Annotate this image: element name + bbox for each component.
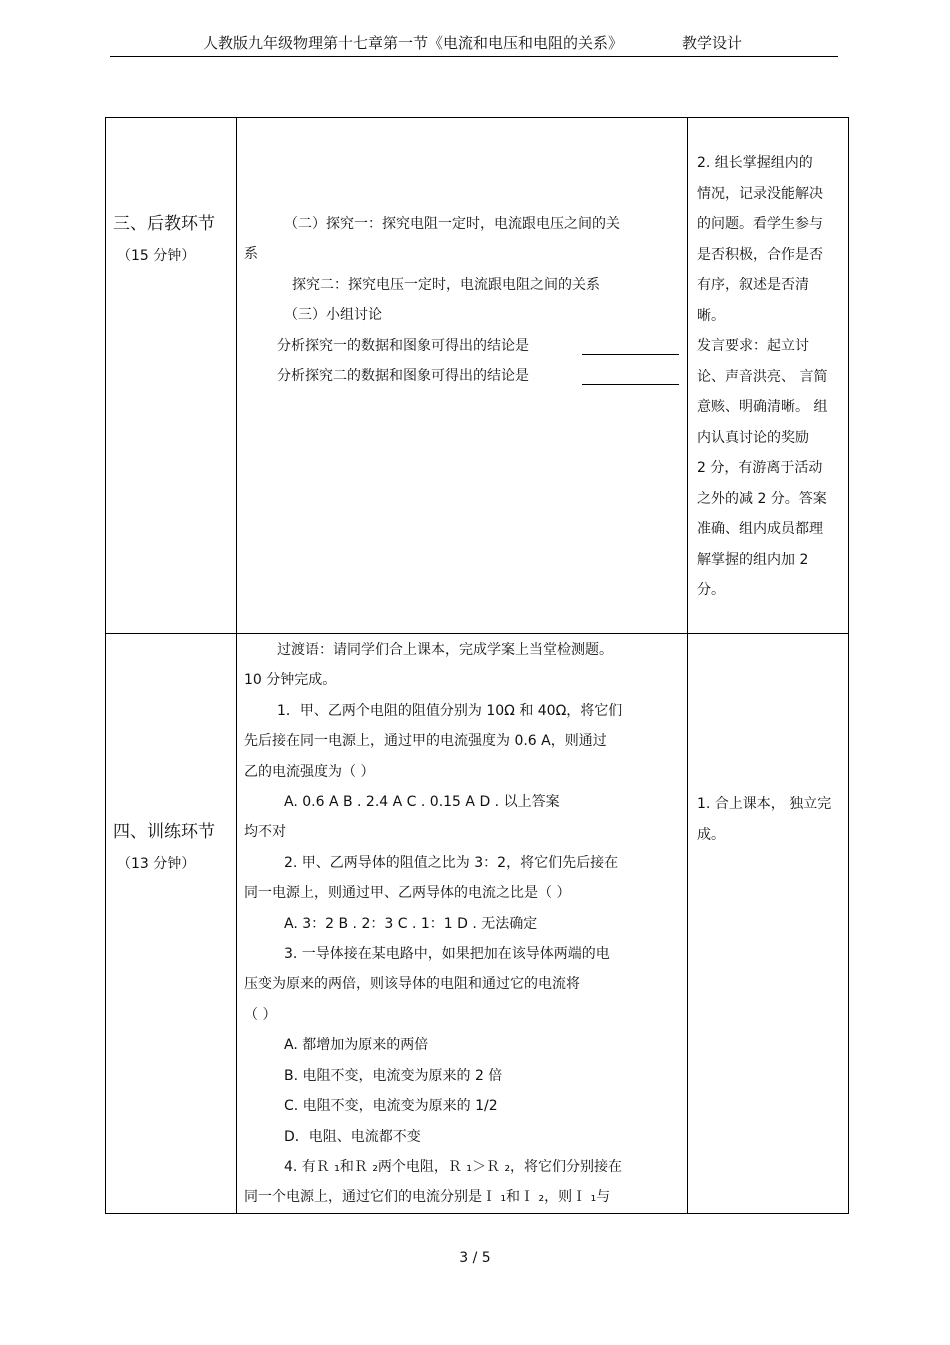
stage-time: （13 分钟） xyxy=(117,856,196,872)
header-doc-type: 教学设计 xyxy=(682,34,743,52)
text-line: 探究二：探究电压一定时，电流跟电阻之间的关系 xyxy=(292,276,600,293)
option-d: D．电阻、电流都不变 xyxy=(284,1128,421,1145)
note-line: 2. 组长掌握组内的 xyxy=(697,155,813,171)
text-line: 过渡语：请同学们合上课本，完成学案上当堂检测题。 xyxy=(277,642,613,658)
note-line: 之外的减 2 分。答案 xyxy=(697,490,827,507)
stage-cell xyxy=(106,118,237,634)
activity-cell xyxy=(237,118,688,634)
page-header xyxy=(110,32,838,57)
question-line: 同一个电源上，通过它们的电流分别是Ｉ ₁和Ｉ ₂，则Ｉ ₁与 xyxy=(244,1189,611,1206)
table-row xyxy=(106,634,849,1214)
answer-blank[interactable] xyxy=(582,338,679,355)
question-line: 2. 甲、乙两导体的阻值之比为 3：2，将它们先后接在 xyxy=(284,854,619,871)
header-title: 人教版九年级物理第十七章第一节《电流和电压和电阻的关系》 xyxy=(203,34,624,52)
note-line: 准确、组内成员都理 xyxy=(697,521,823,537)
question-line: （ ） xyxy=(244,1006,277,1023)
options-line: 均不对 xyxy=(244,824,286,841)
question-line: 乙的电流强度为（ ） xyxy=(244,763,375,780)
notes-cell xyxy=(688,634,849,1214)
question-line: 同一电源上，则通过甲、乙两导体的电流之比是（ ） xyxy=(244,885,571,902)
note-line: 是否积极，合作是否 xyxy=(697,246,823,263)
note-line: 2 分，有游离于活动 xyxy=(697,460,823,476)
question-line: 压变为原来的两倍，则该导体的电阻和通过它的电流将 xyxy=(244,976,580,993)
question-line: 先后接在同一电源上，通过甲的电流强度为 0.6 A，则通过 xyxy=(244,733,607,750)
note-line: 论、声音洪亮、 言简 xyxy=(697,368,828,385)
note-line: 情况，记录没能解决 xyxy=(697,185,823,202)
fill-in-line xyxy=(244,361,679,391)
note-line: 1. 合上课本， 独立完 xyxy=(697,796,832,812)
lesson-table xyxy=(105,117,849,1214)
table-row xyxy=(106,118,849,634)
option-b: B. 电阻不变，电流变为原来的 2 倍 xyxy=(284,1067,503,1084)
option-a: A. 都增加为原来的两倍 xyxy=(284,1037,429,1054)
options-line: A. 0.6 A B . 2.4 A C . 0.15 A D . 以上答案 xyxy=(284,794,560,811)
note-line: 有序，叙述是否清 xyxy=(697,277,809,293)
stage-title: 三、后教环节 xyxy=(113,214,215,234)
text-line: 分析探究二的数据和图象可得出的结论是 xyxy=(277,368,529,385)
question-line: 3. 一导体接在某电路中，如果把加在该导体两端的电 xyxy=(284,946,610,963)
stage-time: （15 分钟） xyxy=(117,248,196,264)
note-line: 发言要求：起立讨 xyxy=(697,338,809,354)
note-line: 内认真讨论的奖励 xyxy=(697,429,809,446)
question-line: 1．甲、乙两个电阻的阻值分别为 10Ω 和 40Ω，将它们 xyxy=(277,702,623,719)
note-line: 成。 xyxy=(697,826,725,843)
text-line: （二）探究一：探究电阻一定时，电流跟电压之间的关 xyxy=(284,216,620,232)
page-number: 3 / 5 xyxy=(459,1250,491,1266)
question-line: 4. 有Ｒ ₁和Ｒ ₂两个电阻，Ｒ ₁＞Ｒ ₂，将它们分别接在 xyxy=(284,1158,623,1175)
stage-cell xyxy=(106,634,237,1214)
note-line: 分。 xyxy=(697,582,725,598)
text-line: 分析探究一的数据和图象可得出的结论是 xyxy=(277,337,529,354)
note-line: 意赅、明确清晰。 组 xyxy=(697,399,828,415)
activity-cell xyxy=(237,634,688,1214)
notes-cell xyxy=(688,118,849,634)
note-line: 解掌握的组内加 2 xyxy=(697,551,809,568)
note-line: 晰。 xyxy=(697,307,725,324)
note-line: 的问题。看学生参与 xyxy=(697,216,823,232)
options-line: A. 3：2 B . 2：3 C . 1：1 D . 无法确定 xyxy=(284,915,538,932)
stage-title: 四、训练环节 xyxy=(113,822,215,842)
text-line: 系 xyxy=(244,246,258,263)
fill-in-line xyxy=(244,331,679,361)
text-line: 10 分钟完成。 xyxy=(244,672,337,689)
answer-blank[interactable] xyxy=(582,368,679,385)
option-c: C. 电阻不变，电流变为原来的 1/2 xyxy=(284,1098,498,1115)
text-line: （三）小组讨论 xyxy=(284,307,382,324)
